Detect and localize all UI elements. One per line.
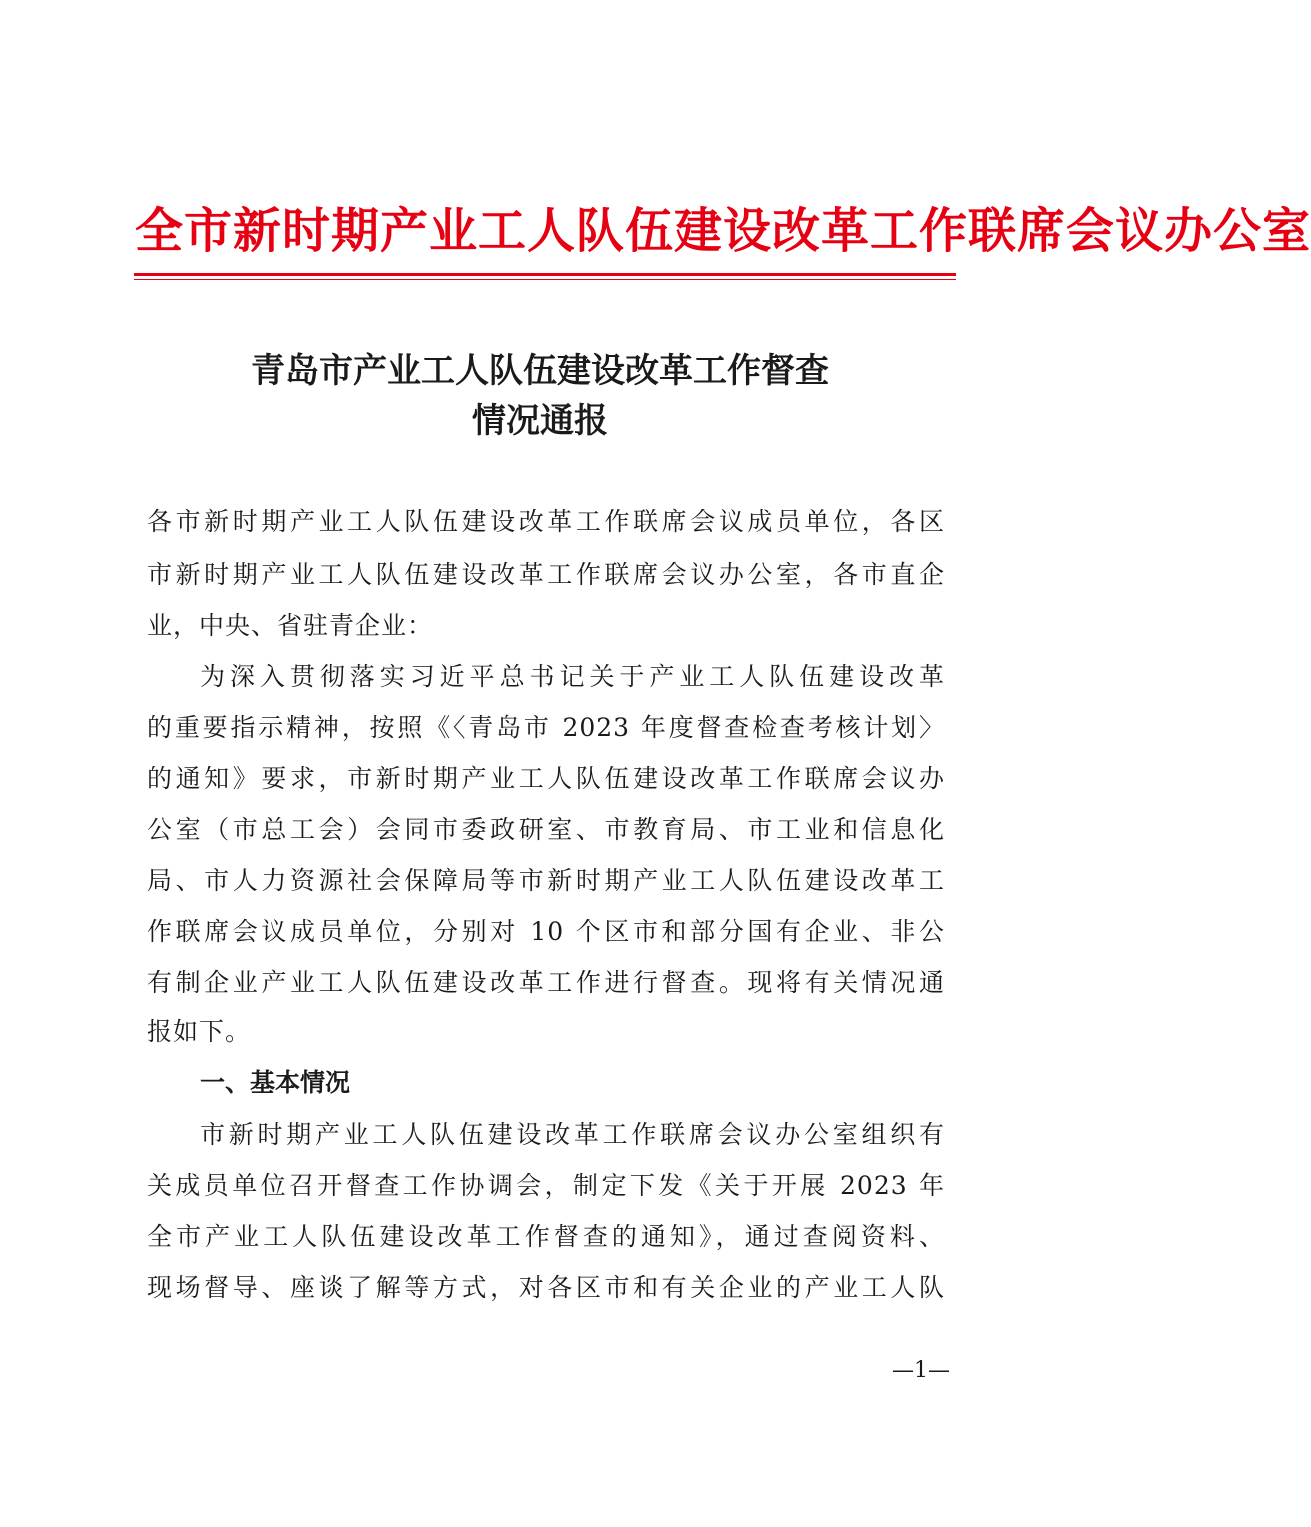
body-line-1: 各市新时期产业工人队伍建设改革工作联席会议成员单位，各区 xyxy=(147,507,945,536)
body-line-6: 的通知》要求，市新时期产业工人队伍建设改革工作联席会议办 xyxy=(147,764,945,793)
page-number: —1— xyxy=(892,1358,950,1383)
section-line-1: 市新时期产业工人队伍建设改革工作联席会议办公室组织有 xyxy=(200,1120,945,1149)
document-title-line-2: 情况通报 xyxy=(472,401,608,441)
document-title-line-1: 青岛市产业工人队伍建设改革工作督查 xyxy=(251,351,829,391)
body-line-3: 业，中央、省驻青企业： xyxy=(147,611,434,640)
section-line-3: 全市产业工人队伍建设改革工作督查的通知》，通过查阅资料、 xyxy=(147,1222,945,1251)
body-line-2: 市新时期产业工人队伍建设改革工作联席会议办公室，各市直企 xyxy=(147,560,945,589)
body-line-4: 为深入贯彻落实习近平总书记关于产业工人队伍建设改革 xyxy=(200,662,945,691)
masthead-rule-thick xyxy=(134,273,956,276)
body-line-9: 作联席会议成员单位，分别对 10 个区市和部分国有企业、非公 xyxy=(147,917,945,946)
body-line-7: 公室（市总工会）会同市委政研室、市教育局、市工业和信息化 xyxy=(147,815,945,844)
masthead-rule-thin xyxy=(134,279,956,280)
section-line-4: 现场督导、座谈了解等方式，对各区市和有关企业的产业工人队 xyxy=(147,1273,945,1302)
masthead-title: 全市新时期产业工人队伍建设改革工作联席会议办公室 xyxy=(135,203,1311,259)
body-line-5: 的重要指示精神，按照《〈青岛市 2023 年度督查检查考核计划〉 xyxy=(147,713,945,742)
section-line-2: 关成员单位召开督查工作协调会，制定下发《关于开展 2023 年 xyxy=(147,1171,945,1200)
body-line-10: 有制企业产业工人队伍建设改革工作进行督查。现将有关情况通 xyxy=(147,968,945,997)
body-line-11: 报如下。 xyxy=(147,1017,252,1046)
section-heading: 一、基本情况 xyxy=(200,1068,351,1097)
body-line-8: 局、市人力资源社会保障局等市新时期产业工人队伍建设改革工 xyxy=(147,866,945,895)
